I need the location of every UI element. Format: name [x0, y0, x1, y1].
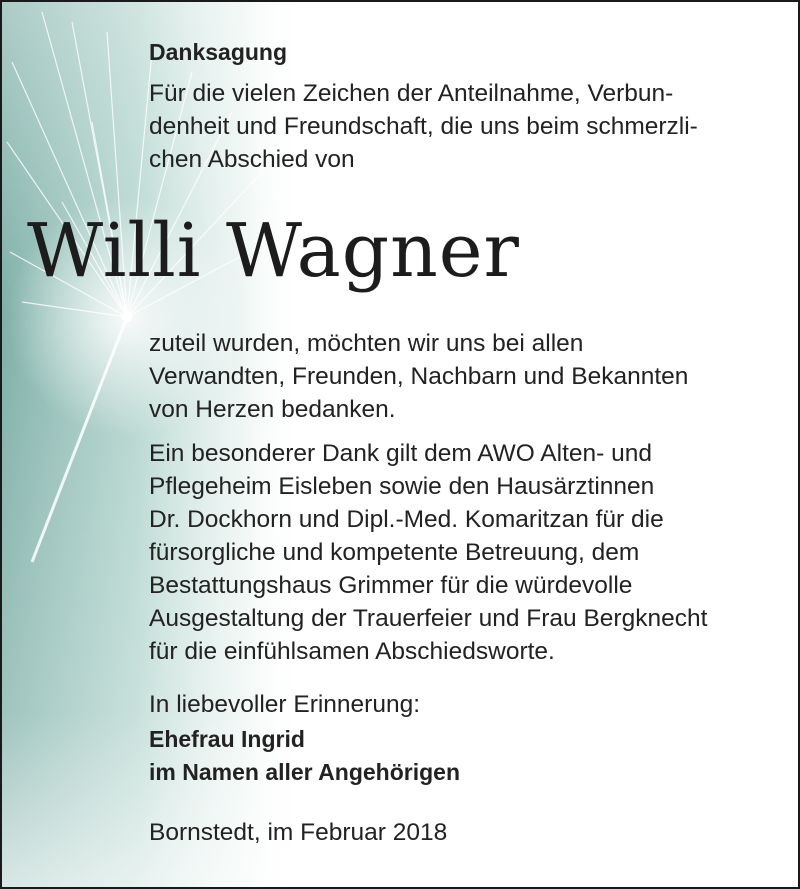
special-thanks-line: fürsorgliche und kompetente Betreuung, dem — [149, 539, 640, 566]
signer-family: im Namen aller Angehörigen — [149, 759, 460, 785]
place-date: Bornstedt, im Februar 2018 — [149, 819, 448, 846]
thanks-line: von Herzen bedanken. — [149, 396, 396, 423]
special-thanks-line: für die einfühlsamen Abschiedsworte. — [149, 638, 555, 665]
special-thanks-line: Dr. Dockhorn und Dipl.-Med. Komaritzan für die — [149, 506, 664, 533]
intro-line: denheit und Freundschaft, die uns beim schmerzli- — [149, 113, 698, 140]
thanks-line: Verwandten, Freunden, Nachbarn und Bekannten — [149, 363, 689, 390]
special-thanks-line: Pflegeheim Eisleben sowie den Hausärztinnen — [149, 473, 655, 500]
special-thanks-line: Ein besonderer Dank gilt dem AWO Alten- und — [149, 440, 652, 467]
special-thanks-line: Bestattungshaus Grimmer für die würdevolle — [149, 572, 633, 599]
signer-spouse: Ehefrau Ingrid — [149, 726, 305, 752]
intro-line: Für die vielen Zeichen der Anteilnahme, Verbun- — [149, 80, 674, 107]
heading: Danksagung — [149, 39, 288, 65]
thanks-line: zuteil wurden, möchten wir uns bei allen — [149, 330, 584, 357]
deceased-name: Willi Wagner — [27, 208, 520, 294]
memory-line: In liebevoller Erinnerung: — [149, 691, 421, 718]
special-thanks-line: Ausgestaltung der Trauerfeier und Frau Bergknecht — [149, 605, 708, 632]
intro-line: chen Abschied von — [149, 146, 355, 173]
